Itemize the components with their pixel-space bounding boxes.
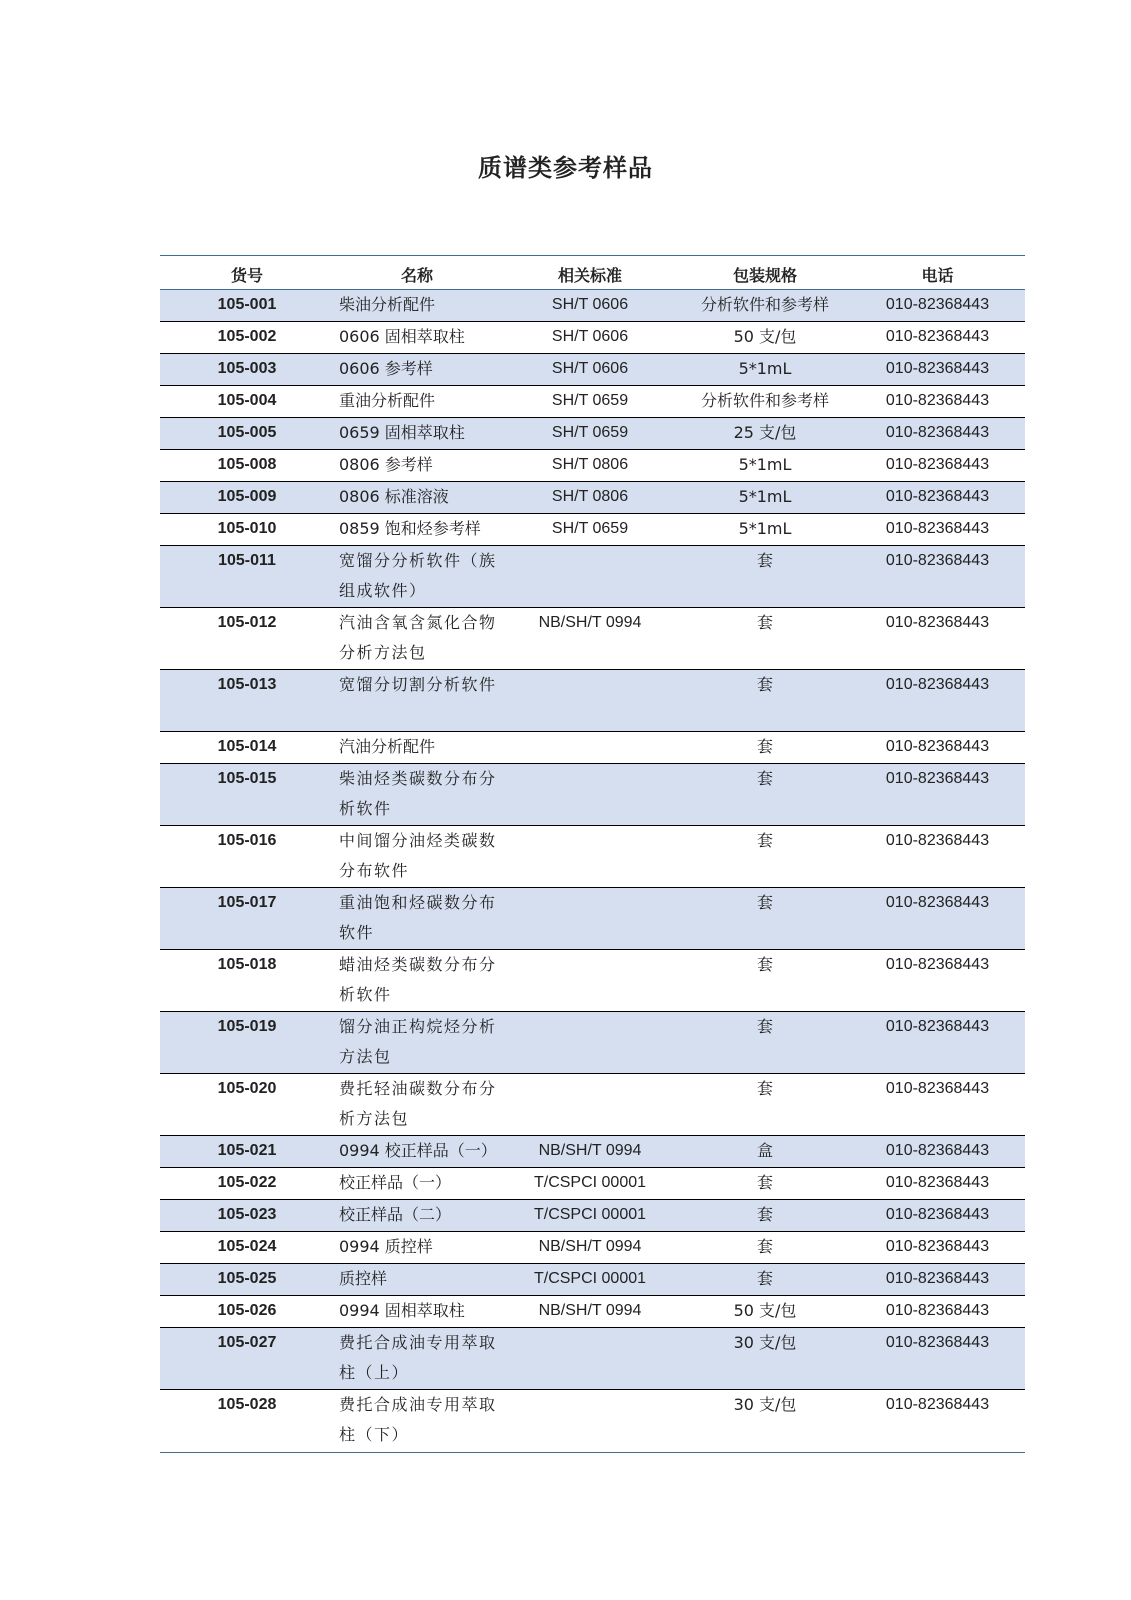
cell-package: 30 支/包 [733,1333,797,1352]
cell-package: 50 支/包 [733,1301,797,1320]
cell-name: 0994 校正样品（一） [339,1141,497,1160]
cell-phone: 010-82368443 [885,1238,990,1255]
table-row [160,670,1025,732]
cell-phone: 010-82368443 [885,832,990,849]
cell-package: 30 支/包 [733,1395,797,1414]
cell-standard [500,732,680,763]
cell-package: 5*1mL [738,487,792,506]
cell-standard [500,764,680,825]
cell-name: 0859 饱和烃参考样 [339,519,481,538]
cell-name: 汽油分析配件 [339,737,436,756]
table-row [160,826,1025,888]
cell-name: 费托轻油碳数分布分析方法包 [339,1079,497,1128]
table-row [160,1136,1025,1168]
cell-code: 105-028 [217,1396,277,1413]
table-row [160,322,1025,354]
table-row [160,514,1025,546]
table-row [160,450,1025,482]
cell-standard: T/CSPCI 00001 [533,1174,647,1191]
cell-package: 套 [756,955,773,974]
cell-standard: T/CSPCI 00001 [533,1270,647,1287]
table-row [160,418,1025,450]
cell-standard: SH/T 0659 [551,424,629,441]
cell-package: 25 支/包 [733,423,797,442]
cell-standard: SH/T 0806 [551,488,629,505]
cell-standard: NB/SH/T 0994 [538,1302,642,1319]
header-name: 名称 [400,266,433,285]
products-table [160,255,1025,1453]
cell-name: 0606 固相萃取柱 [339,327,465,346]
cell-code: 105-015 [217,770,277,787]
table-row [160,1074,1025,1136]
cell-code: 105-025 [217,1270,277,1287]
cell-phone: 010-82368443 [885,894,990,911]
table-row [160,732,1025,764]
table-row [160,482,1025,514]
cell-standard: NB/SH/T 0994 [538,1142,642,1159]
cell-package: 套 [756,1205,773,1224]
table-row [160,1328,1025,1390]
cell-phone: 010-82368443 [885,956,990,973]
cell-code: 105-012 [217,614,277,631]
cell-package: 套 [756,551,773,570]
cell-name: 柴油分析配件 [339,295,436,314]
cell-standard [500,826,680,887]
cell-standard [500,1390,680,1452]
cell-package: 5*1mL [738,519,792,538]
cell-code: 105-005 [217,424,277,441]
cell-name: 校正样品（一） [339,1173,452,1192]
cell-standard: SH/T 0606 [551,360,629,377]
cell-name: 蜡油烃类碳数分布分析软件 [339,955,497,1004]
table-row [160,290,1025,322]
cell-phone: 010-82368443 [885,1334,990,1351]
cell-standard: NB/SH/T 0994 [538,614,642,631]
table-header [160,256,1025,290]
table-row [160,1264,1025,1296]
cell-phone: 010-82368443 [885,676,990,693]
cell-package: 套 [756,1237,773,1256]
header-code: 货号 [230,266,263,285]
table-row [160,546,1025,608]
cell-name: 0994 固相萃取柱 [339,1301,465,1320]
cell-standard [500,1074,680,1135]
cell-phone: 010-82368443 [885,296,990,313]
cell-standard [500,1328,680,1389]
cell-code: 105-021 [217,1142,277,1159]
cell-code: 105-027 [217,1334,277,1351]
cell-code: 105-022 [217,1174,277,1191]
cell-name: 0806 标准溶液 [339,487,449,506]
cell-code: 105-024 [217,1238,277,1255]
cell-package: 盒 [756,1141,773,1160]
cell-name: 0994 质控样 [339,1237,433,1256]
cell-standard [500,546,680,607]
cell-package: 分析软件和参考样 [700,391,829,410]
cell-package: 套 [756,675,773,694]
cell-standard: NB/SH/T 0994 [538,1238,642,1255]
cell-phone: 010-82368443 [885,1018,990,1035]
cell-code: 105-023 [217,1206,277,1223]
cell-standard [500,888,680,949]
cell-package: 套 [756,737,773,756]
cell-phone: 010-82368443 [885,1080,990,1097]
cell-name: 费托合成油专用萃取柱（下） [339,1395,497,1444]
cell-code: 105-020 [217,1080,277,1097]
cell-standard [500,950,680,1011]
cell-name: 质控样 [339,1269,388,1288]
table-row [160,1296,1025,1328]
cell-phone: 010-82368443 [885,1302,990,1319]
header-package: 包装规格 [732,266,797,285]
cell-phone: 010-82368443 [885,770,990,787]
table-row [160,386,1025,418]
cell-phone: 010-82368443 [885,392,990,409]
cell-code: 105-016 [217,832,277,849]
cell-phone: 010-82368443 [885,520,990,537]
table-row [160,354,1025,386]
cell-phone: 010-82368443 [885,1270,990,1287]
cell-code: 105-003 [217,360,277,377]
cell-code: 105-011 [218,552,276,569]
cell-code: 105-026 [217,1302,277,1319]
cell-code: 105-004 [217,392,277,409]
cell-code: 105-017 [217,894,277,911]
cell-name: 宽馏分分析软件（族组成软件） [339,551,497,600]
cell-code: 105-002 [217,328,277,345]
cell-package: 分析软件和参考样 [700,295,829,314]
cell-package: 套 [756,1269,773,1288]
cell-package: 套 [756,893,773,912]
cell-name: 宽馏分切割分析软件 [339,675,497,694]
cell-name: 中间馏分油烃类碳数分布软件 [339,831,497,880]
cell-package: 套 [756,831,773,850]
table-row [160,1168,1025,1200]
cell-name: 校正样品（二） [339,1205,452,1224]
cell-standard [500,1012,680,1073]
cell-code: 105-019 [217,1018,277,1035]
cell-package: 5*1mL [738,455,792,474]
table-row [160,764,1025,826]
cell-package: 套 [756,1173,773,1192]
cell-package: 50 支/包 [733,327,797,346]
cell-package: 套 [756,1017,773,1036]
cell-phone: 010-82368443 [885,738,990,755]
page-title: 质谱类参考样品 [478,154,653,182]
cell-name: 馏分油正构烷烃分析方法包 [339,1017,497,1066]
cell-standard: SH/T 0659 [551,392,629,409]
cell-phone: 010-82368443 [885,614,990,631]
cell-phone: 010-82368443 [885,424,990,441]
cell-standard: SH/T 0659 [551,520,629,537]
table-row [160,950,1025,1012]
cell-standard: T/CSPCI 00001 [533,1206,647,1223]
cell-phone: 010-82368443 [885,1206,990,1223]
cell-standard: SH/T 0606 [551,328,629,345]
cell-name: 柴油烃类碳数分布分析软件 [339,769,497,818]
cell-name: 重油分析配件 [339,391,436,410]
cell-standard [500,670,680,731]
cell-name: 重油饱和烃碳数分布软件 [339,893,497,942]
cell-phone: 010-82368443 [885,456,990,473]
cell-name: 0806 参考样 [339,455,433,474]
cell-phone: 010-82368443 [885,1142,990,1159]
cell-code: 105-018 [217,956,277,973]
table-row [160,888,1025,950]
cell-package: 5*1mL [738,359,792,378]
table-row [160,1390,1025,1452]
cell-name: 汽油含氧含氮化合物分析方法包 [339,613,497,662]
cell-code: 105-009 [217,488,277,505]
cell-code: 105-008 [217,456,277,473]
cell-code: 105-010 [217,520,277,537]
cell-name: 0606 参考样 [339,359,433,378]
table-row [160,608,1025,670]
cell-package: 套 [756,769,773,788]
cell-name: 0659 固相萃取柱 [339,423,465,442]
cell-package: 套 [756,613,773,632]
cell-code: 105-001 [217,296,277,313]
cell-code: 105-013 [217,676,277,693]
header-standard: 相关标准 [557,266,622,285]
cell-standard: SH/T 0806 [551,456,629,473]
header-phone: 电话 [921,266,954,285]
cell-code: 105-014 [217,738,277,755]
cell-phone: 010-82368443 [885,1174,990,1191]
cell-phone: 010-82368443 [885,328,990,345]
table-row [160,1200,1025,1232]
cell-standard: SH/T 0606 [551,296,629,313]
table-row [160,1012,1025,1074]
cell-phone: 010-82368443 [885,360,990,377]
cell-phone: 010-82368443 [885,488,990,505]
cell-name: 费托合成油专用萃取柱（上） [339,1333,497,1382]
cell-phone: 010-82368443 [885,552,990,569]
cell-phone: 010-82368443 [885,1396,990,1413]
table-row [160,1232,1025,1264]
cell-package: 套 [756,1079,773,1098]
